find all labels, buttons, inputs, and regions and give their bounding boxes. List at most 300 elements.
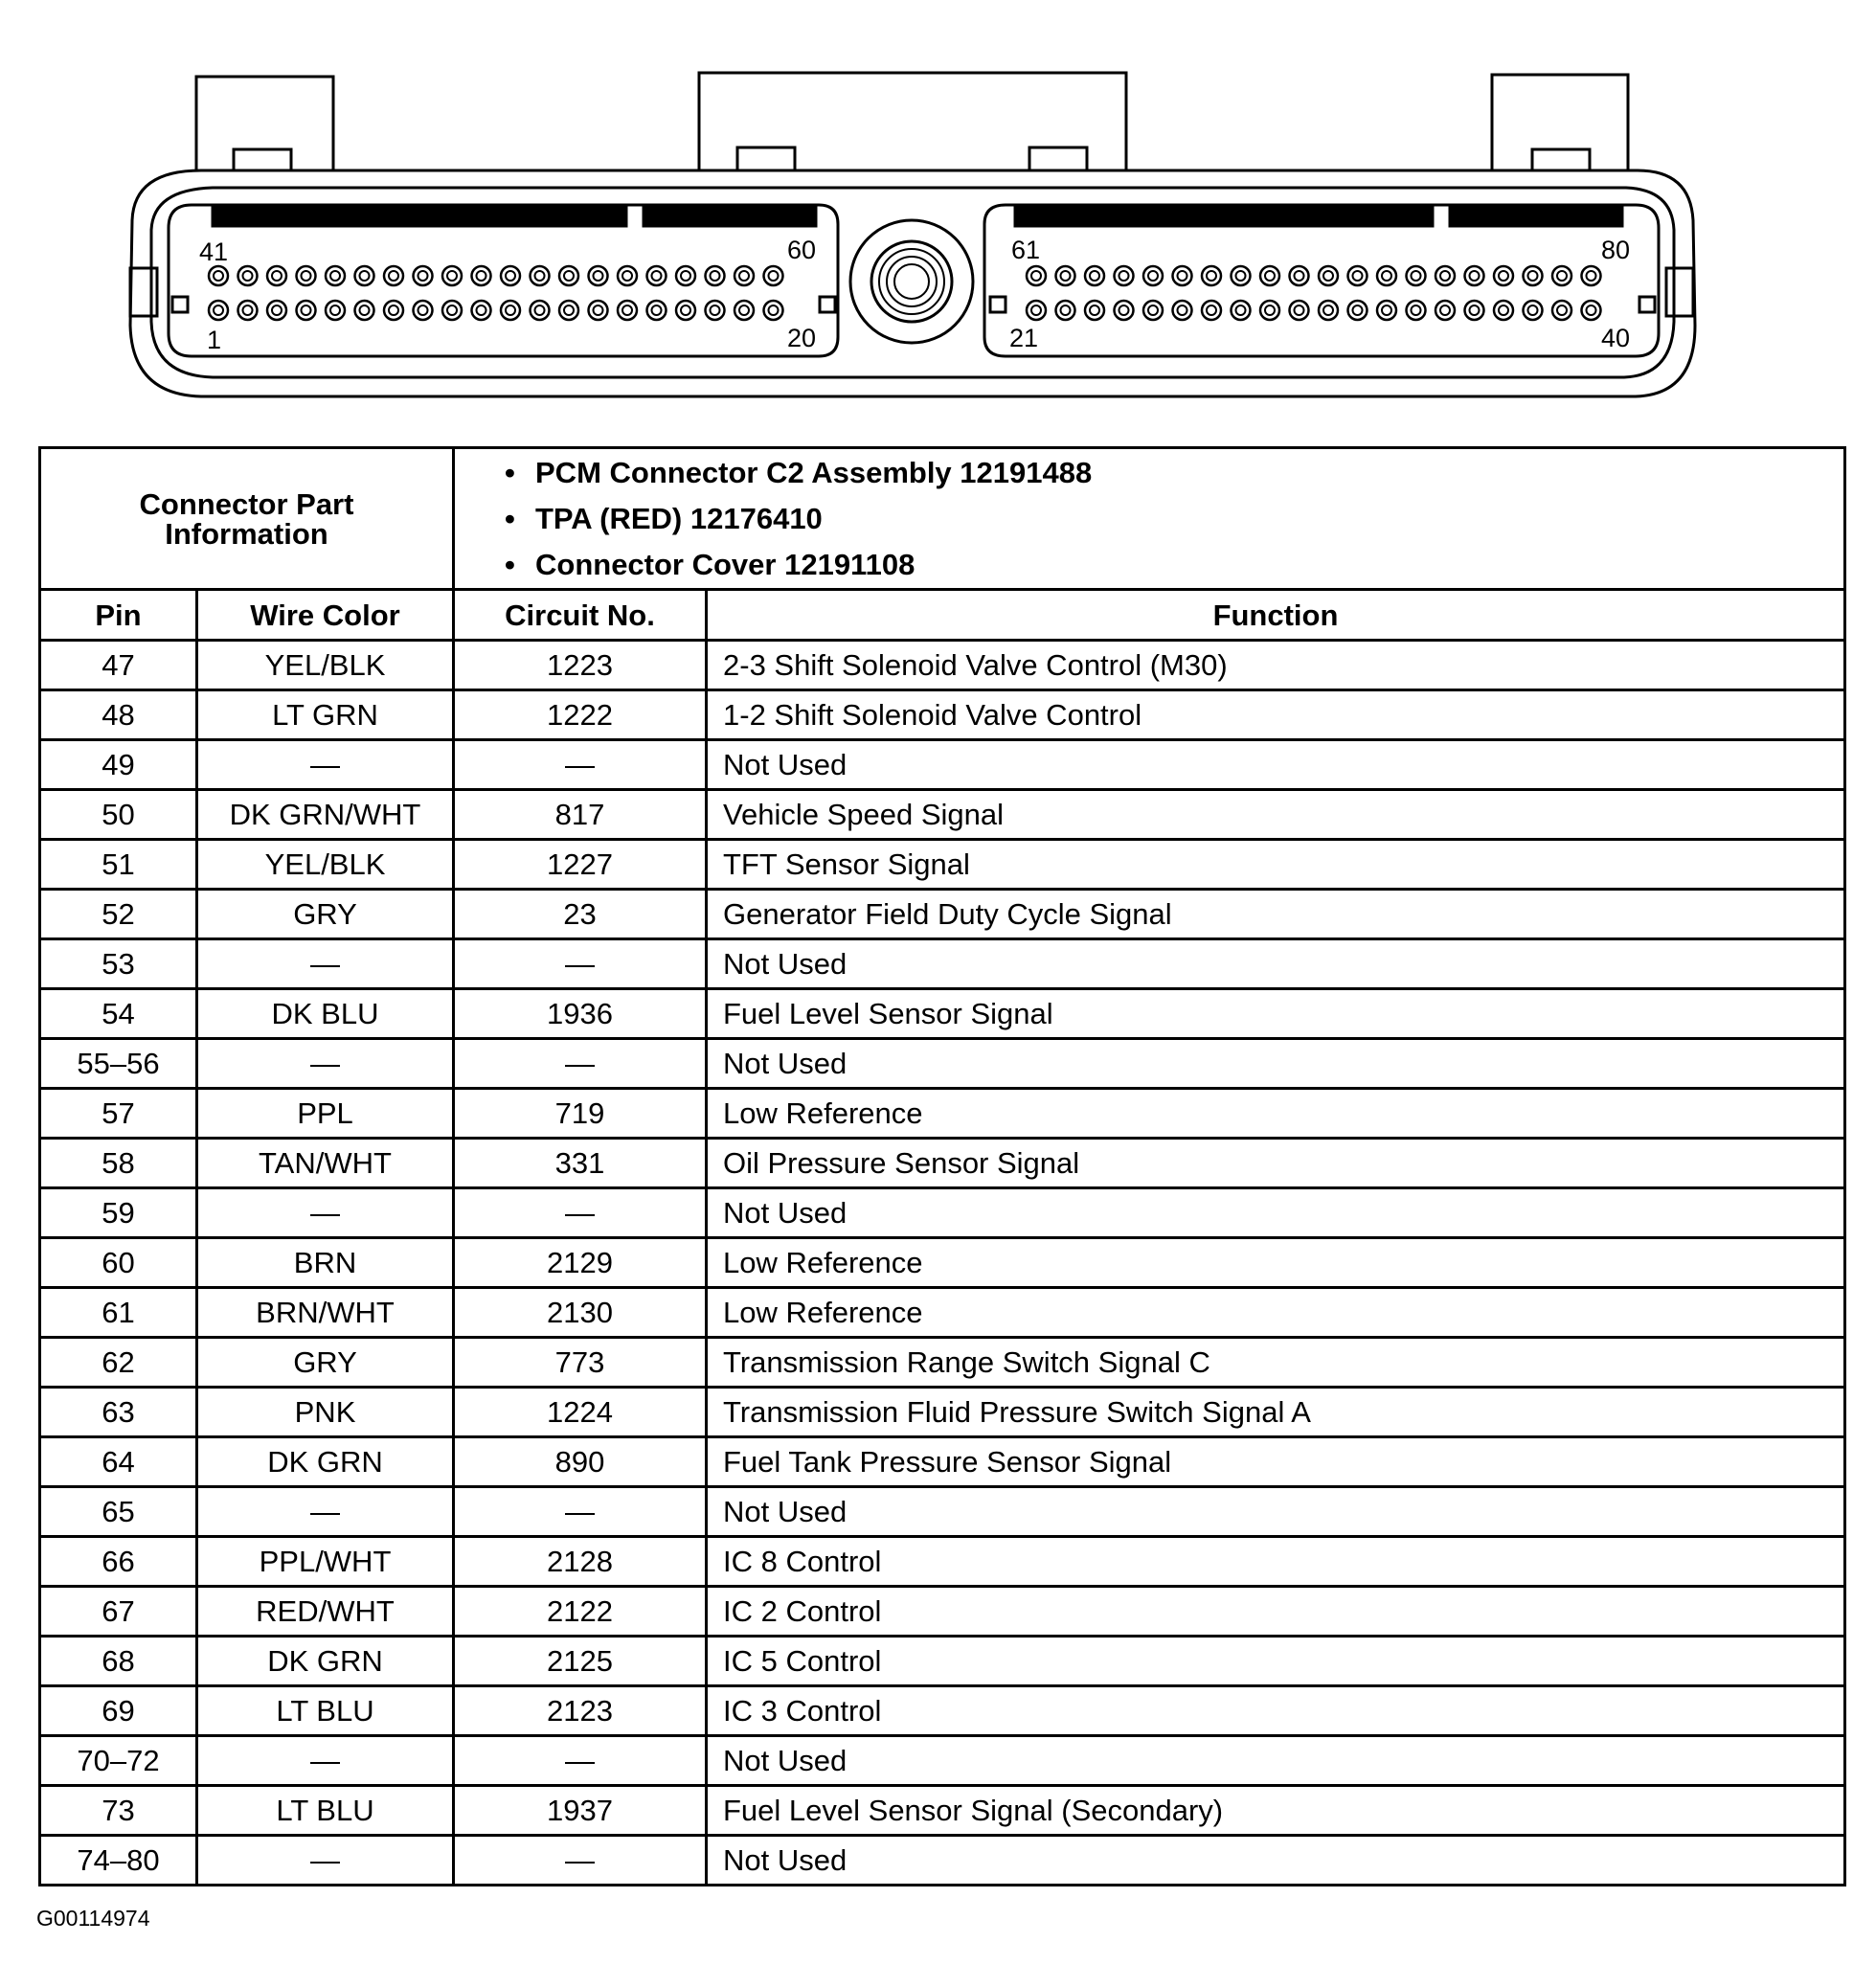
function-cell: Not Used: [707, 1487, 1845, 1537]
pin-socket: [1319, 301, 1338, 320]
right-latch-window: [1532, 149, 1590, 170]
pin-label-21: 21: [1009, 324, 1039, 352]
circuit-cell: 2129: [454, 1238, 707, 1288]
pin-socket-hole: [1207, 305, 1216, 315]
table-row: [40, 1039, 1845, 1089]
pin-socket: [531, 266, 550, 285]
pin-socket-hole: [594, 271, 603, 281]
pin-cell: 67: [40, 1587, 197, 1637]
pin-socket: [1260, 266, 1279, 285]
pin-cell: 73: [40, 1786, 197, 1836]
circuit-cell: —: [454, 740, 707, 790]
pin-socket: [1232, 266, 1251, 285]
wire-color-cell: GRY: [197, 1338, 454, 1388]
pin-socket-hole: [1499, 305, 1508, 315]
wire-color-cell: PPL: [197, 1089, 454, 1139]
pin-cell: 59: [40, 1188, 197, 1238]
pin-socket-hole: [1061, 305, 1071, 315]
left-key-bar-long: [213, 207, 626, 226]
pin-socket-hole: [1207, 271, 1216, 281]
pin-socket: [647, 301, 667, 320]
circuit-cell: 2130: [454, 1288, 707, 1338]
pin-socket: [1465, 266, 1484, 285]
function-cell: Low Reference: [707, 1238, 1845, 1288]
table-row: [40, 690, 1845, 740]
circuit-cell: 1937: [454, 1786, 707, 1836]
wire-color-cell: GRY: [197, 890, 454, 939]
function-cell: Transmission Fluid Pressure Switch Signal A: [707, 1388, 1845, 1437]
pin-cell: 64: [40, 1437, 197, 1487]
table-row: [40, 1388, 1845, 1437]
pin-socket-hole: [681, 305, 690, 315]
pin-socket: [1524, 301, 1543, 320]
pin-socket-hole: [243, 271, 253, 281]
pin-socket: [735, 266, 754, 285]
pin-row-21-40: [1027, 301, 1601, 320]
pin-socket: [676, 266, 695, 285]
pin-socket-hole: [1382, 271, 1391, 281]
connector-info-item: • PCM Connector C2 Assembly 12191488: [505, 450, 1843, 496]
circuit-cell: 2122: [454, 1587, 707, 1637]
pin-socket-hole: [418, 305, 428, 315]
pin-socket-hole: [477, 271, 486, 281]
pin-socket: [1552, 301, 1571, 320]
pin-socket: [442, 301, 462, 320]
pin-socket-hole: [506, 271, 515, 281]
pin-socket-hole: [1587, 305, 1596, 315]
pin-socket: [442, 266, 462, 285]
pin-socket-hole: [302, 305, 311, 315]
circuit-cell: 1222: [454, 690, 707, 740]
function-cell: Vehicle Speed Signal: [707, 790, 1845, 840]
pin-socket: [238, 266, 258, 285]
table-row: [40, 1587, 1845, 1637]
function-cell: TFT Sensor Signal: [707, 840, 1845, 890]
pin-socket: [1465, 301, 1484, 320]
pin-socket-hole: [1061, 271, 1071, 281]
pin-cell: 48: [40, 690, 197, 740]
pin-table: [38, 446, 1846, 1886]
circuit-cell: —: [454, 1188, 707, 1238]
pin-socket: [1143, 266, 1163, 285]
circuit-cell: 1227: [454, 840, 707, 890]
pin-socket-hole: [1412, 271, 1421, 281]
table-row: [40, 1338, 1845, 1388]
pin-socket: [1143, 301, 1163, 320]
pin-socket-hole: [594, 305, 603, 315]
connector-info-label-text: Connector Part Information: [139, 486, 354, 551]
pin-socket: [384, 301, 403, 320]
pin-socket-hole: [1265, 271, 1275, 281]
right-key-bar-long: [1015, 207, 1433, 226]
pin-socket-hole: [1528, 305, 1538, 315]
pin-cell: 57: [40, 1089, 197, 1139]
wire-color-cell: LT GRN: [197, 690, 454, 740]
pin-socket-hole: [1090, 305, 1099, 315]
pin-socket: [1377, 301, 1396, 320]
pin-socket-hole: [652, 305, 662, 315]
function-cell: Fuel Level Sensor Signal (Secondary): [707, 1786, 1845, 1836]
wire-color-cell: RED/WHT: [197, 1587, 454, 1637]
pin-cell: 60: [40, 1238, 197, 1288]
table-row: [40, 1139, 1845, 1188]
pin-socket-hole: [1090, 271, 1099, 281]
pin-cell: 47: [40, 641, 197, 690]
table-row: [40, 1686, 1845, 1736]
function-cell: Not Used: [707, 740, 1845, 790]
connector-info-list: [505, 450, 1843, 588]
function-cell: Fuel Level Sensor Signal: [707, 989, 1845, 1039]
table-row: [40, 1188, 1845, 1238]
pin-cell: 70–72: [40, 1736, 197, 1786]
pin-socket-hole: [447, 305, 457, 315]
pin-socket-hole: [1382, 305, 1391, 315]
pin-label-40: 40: [1601, 324, 1631, 352]
pin-socket: [472, 301, 491, 320]
left-block-square-right: [820, 297, 835, 312]
pin-socket: [1290, 266, 1309, 285]
connector-diagram: [0, 0, 1876, 421]
table-row: [40, 1288, 1845, 1338]
left-key-bar-short: [644, 207, 816, 226]
wire-color-cell: —: [197, 1487, 454, 1537]
function-cell: Fuel Tank Pressure Sensor Signal: [707, 1437, 1845, 1487]
pin-socket-hole: [243, 305, 253, 315]
pin-socket-hole: [1295, 305, 1304, 315]
pin-socket-hole: [1470, 271, 1480, 281]
pin-socket-hole: [711, 271, 720, 281]
pin-socket-hole: [1440, 305, 1450, 315]
pin-socket: [1407, 266, 1426, 285]
pin-cell: 53: [40, 939, 197, 989]
pin-socket-hole: [1178, 305, 1187, 315]
pin-label-60: 60: [787, 236, 817, 264]
pin-socket: [1085, 266, 1104, 285]
pin-socket-hole: [769, 271, 779, 281]
pin-socket: [1435, 301, 1455, 320]
pin-socket-hole: [1528, 271, 1538, 281]
circuit-cell: 1223: [454, 641, 707, 690]
pin-cell: 50: [40, 790, 197, 840]
function-cell: IC 5 Control: [707, 1637, 1845, 1686]
wire-color-cell: LT BLU: [197, 1786, 454, 1836]
pin-socket-hole: [1178, 271, 1187, 281]
pin-socket: [297, 266, 316, 285]
center-latch-tab: [699, 73, 1126, 170]
wire-color-cell: LT BLU: [197, 1686, 454, 1736]
pin-socket-hole: [272, 271, 282, 281]
pin-socket-hole: [330, 271, 340, 281]
function-cell: 2-3 Shift Solenoid Valve Control (M30): [707, 641, 1845, 690]
pin-socket-hole: [1587, 271, 1596, 281]
pin-socket: [1524, 266, 1543, 285]
pin-socket: [1494, 266, 1513, 285]
pin-socket: [559, 266, 578, 285]
table-row: [40, 1487, 1845, 1537]
function-cell: Not Used: [707, 1736, 1845, 1786]
function-cell: Not Used: [707, 1188, 1845, 1238]
pin-socket: [531, 301, 550, 320]
wire-color-cell: —: [197, 740, 454, 790]
pin-socket-hole: [739, 305, 749, 315]
table-row: [40, 1786, 1845, 1836]
circuit-cell: —: [454, 1836, 707, 1886]
circuit-cell: 2128: [454, 1537, 707, 1587]
pin-socket-hole: [418, 271, 428, 281]
pin-socket-hole: [1557, 271, 1567, 281]
right-block-square-left: [990, 297, 1006, 312]
pin-socket-hole: [1440, 271, 1450, 281]
pin-cell: 62: [40, 1338, 197, 1388]
pin-socket-hole: [1353, 271, 1363, 281]
pin-socket-hole: [389, 271, 398, 281]
left-side-key: [130, 268, 157, 316]
header-wire-color: Wire Color: [197, 590, 454, 641]
pin-row-41-60: [209, 266, 783, 285]
pin-label-1: 1: [207, 326, 222, 354]
pin-socket: [1582, 301, 1601, 320]
table-row: [40, 1537, 1845, 1587]
pin-socket-hole: [1470, 305, 1480, 315]
pin-socket: [1056, 266, 1075, 285]
function-cell: Not Used: [707, 1836, 1845, 1886]
pin-socket-hole: [1295, 271, 1304, 281]
wire-color-cell: DK BLU: [197, 989, 454, 1039]
connector-info-item: • Connector Cover 12191108: [505, 542, 1843, 588]
pin-socket-hole: [506, 305, 515, 315]
function-cell: Low Reference: [707, 1288, 1845, 1338]
function-cell: Low Reference: [707, 1089, 1845, 1139]
wire-color-cell: DK GRN/WHT: [197, 790, 454, 840]
pin-socket: [1348, 266, 1367, 285]
table-row: [40, 641, 1845, 690]
pin-socket: [1202, 266, 1221, 285]
function-cell: Oil Pressure Sensor Signal: [707, 1139, 1845, 1188]
table-row: [40, 989, 1845, 1039]
function-cell: Not Used: [707, 1039, 1845, 1089]
pin-socket-hole: [1148, 271, 1158, 281]
right-latch-tab: [1492, 75, 1628, 170]
pin-socket-hole: [1031, 271, 1041, 281]
wire-color-cell: PPL/WHT: [197, 1537, 454, 1587]
pin-socket-hole: [564, 271, 574, 281]
pin-row-1-20: [209, 301, 783, 320]
pin-socket: [326, 266, 345, 285]
pin-cell: 49: [40, 740, 197, 790]
pin-socket: [209, 266, 228, 285]
pin-socket: [267, 266, 286, 285]
function-cell: Not Used: [707, 939, 1845, 989]
pin-socket: [1085, 301, 1104, 320]
table-row: [40, 1089, 1845, 1139]
wire-color-cell: BRN: [197, 1238, 454, 1288]
circuit-cell: 1936: [454, 989, 707, 1039]
pin-socket-hole: [622, 305, 632, 315]
pin-socket: [267, 301, 286, 320]
pin-socket: [1202, 301, 1221, 320]
circuit-cell: 331: [454, 1139, 707, 1188]
table-row: [40, 939, 1845, 989]
pin-cell: 68: [40, 1637, 197, 1686]
function-cell: IC 8 Control: [707, 1537, 1845, 1587]
pin-socket: [1027, 301, 1046, 320]
pin-cell: 54: [40, 989, 197, 1039]
pin-socket: [355, 301, 374, 320]
wire-color-cell: —: [197, 1039, 454, 1089]
pin-socket: [1173, 301, 1192, 320]
pin-socket: [297, 301, 316, 320]
wire-color-cell: DK GRN: [197, 1437, 454, 1487]
circuit-cell: 719: [454, 1089, 707, 1139]
circuit-cell: 23: [454, 890, 707, 939]
table-row: [40, 1637, 1845, 1686]
pin-socket-hole: [622, 271, 632, 281]
pin-socket: [1407, 301, 1426, 320]
pin-socket-hole: [1499, 271, 1508, 281]
pin-socket: [1115, 301, 1134, 320]
pin-socket-hole: [1557, 305, 1567, 315]
pin-socket-hole: [1236, 305, 1246, 315]
pin-socket: [355, 266, 374, 285]
pin-cell: 51: [40, 840, 197, 890]
right-block-square-right: [1639, 297, 1655, 312]
pin-socket-hole: [1323, 271, 1333, 281]
pin-socket-hole: [652, 271, 662, 281]
pin-socket-hole: [477, 305, 486, 315]
pin-socket: [414, 266, 433, 285]
pin-socket: [1290, 301, 1309, 320]
wire-color-cell: BRN/WHT: [197, 1288, 454, 1338]
table-row: [40, 740, 1845, 790]
pin-cell: 74–80: [40, 1836, 197, 1886]
pin-socket-hole: [739, 271, 749, 281]
pin-socket-hole: [1031, 305, 1041, 315]
pin-socket: [1115, 266, 1134, 285]
pin-socket-hole: [302, 271, 311, 281]
right-side-key: [1666, 268, 1693, 316]
pin-socket: [618, 301, 637, 320]
pin-socket: [1435, 266, 1455, 285]
pin-socket-hole: [769, 305, 779, 315]
function-cell: IC 3 Control: [707, 1686, 1845, 1736]
pin-socket: [1582, 266, 1601, 285]
pin-socket-hole: [272, 305, 282, 315]
pin-socket: [735, 301, 754, 320]
circuit-cell: —: [454, 1039, 707, 1089]
left-latch-tab: [196, 77, 333, 170]
pin-socket: [384, 266, 403, 285]
circuit-cell: 890: [454, 1437, 707, 1487]
table-row: [40, 1238, 1845, 1288]
circuit-cell: —: [454, 939, 707, 989]
pin-socket-hole: [330, 305, 340, 315]
wire-color-cell: PNK: [197, 1388, 454, 1437]
table-row: [40, 790, 1845, 840]
pin-socket: [501, 301, 520, 320]
table-row: [40, 1836, 1845, 1886]
pin-socket: [764, 266, 783, 285]
connector-info-list-cell: [454, 448, 1845, 590]
connector-info-row: [40, 448, 1845, 590]
pin-socket: [326, 301, 345, 320]
pin-label-61: 61: [1011, 236, 1041, 264]
function-cell: Generator Field Duty Cycle Signal: [707, 890, 1845, 939]
pin-socket: [1319, 266, 1338, 285]
pin-socket: [618, 266, 637, 285]
table-row: [40, 1437, 1845, 1487]
pin-socket: [559, 301, 578, 320]
pin-socket: [1056, 301, 1075, 320]
center-latch-window-left: [737, 147, 795, 170]
connector-info-label: [40, 448, 454, 590]
wire-color-cell: DK GRN: [197, 1637, 454, 1686]
pin-socket: [706, 266, 725, 285]
pin-socket-hole: [360, 271, 370, 281]
function-cell: IC 2 Control: [707, 1587, 1845, 1637]
pin-label-80: 80: [1601, 236, 1631, 264]
pin-socket: [238, 301, 258, 320]
pin-socket-hole: [1119, 271, 1129, 281]
table-row: [40, 890, 1845, 939]
column-header-row: [40, 590, 1845, 641]
circuit-cell: —: [454, 1736, 707, 1786]
wire-color-cell: —: [197, 1836, 454, 1886]
header-function: Function: [707, 590, 1845, 641]
pin-socket-hole: [564, 305, 574, 315]
pin-cell: 66: [40, 1537, 197, 1587]
pin-socket: [1552, 266, 1571, 285]
pin-socket-hole: [1412, 305, 1421, 315]
pin-socket: [647, 266, 667, 285]
pin-socket: [589, 301, 608, 320]
pin-socket: [676, 301, 695, 320]
pin-cell: 61: [40, 1288, 197, 1338]
table-row: [40, 1736, 1845, 1786]
pin-cell: 58: [40, 1139, 197, 1188]
pin-socket: [414, 301, 433, 320]
pin-socket-hole: [1265, 305, 1275, 315]
wire-color-cell: YEL/BLK: [197, 641, 454, 690]
pin-row-61-80: [1027, 266, 1601, 285]
pin-socket: [1173, 266, 1192, 285]
pin-socket: [472, 266, 491, 285]
pin-socket-hole: [711, 305, 720, 315]
circuit-cell: 817: [454, 790, 707, 840]
pin-cell: 63: [40, 1388, 197, 1437]
pin-socket-hole: [1236, 271, 1246, 281]
pin-socket: [501, 266, 520, 285]
pin-socket: [706, 301, 725, 320]
function-cell: 1-2 Shift Solenoid Valve Control: [707, 690, 1845, 740]
pin-socket-hole: [1148, 305, 1158, 315]
wire-color-cell: —: [197, 1736, 454, 1786]
pin-socket-hole: [389, 305, 398, 315]
pin-cell: 52: [40, 890, 197, 939]
pin-socket-hole: [1323, 305, 1333, 315]
left-block-square-left: [172, 297, 188, 312]
pin-socket: [209, 301, 228, 320]
wire-color-cell: —: [197, 939, 454, 989]
pin-label-20: 20: [787, 324, 817, 352]
header-circuit: Circuit No.: [454, 590, 707, 641]
pin-socket-hole: [1353, 305, 1363, 315]
center-latch-window-right: [1029, 147, 1087, 170]
table-row: [40, 840, 1845, 890]
pin-socket-hole: [360, 305, 370, 315]
figure-id: G00114974: [36, 1906, 150, 1931]
left-latch-window: [234, 149, 291, 170]
pin-socket: [1494, 301, 1513, 320]
